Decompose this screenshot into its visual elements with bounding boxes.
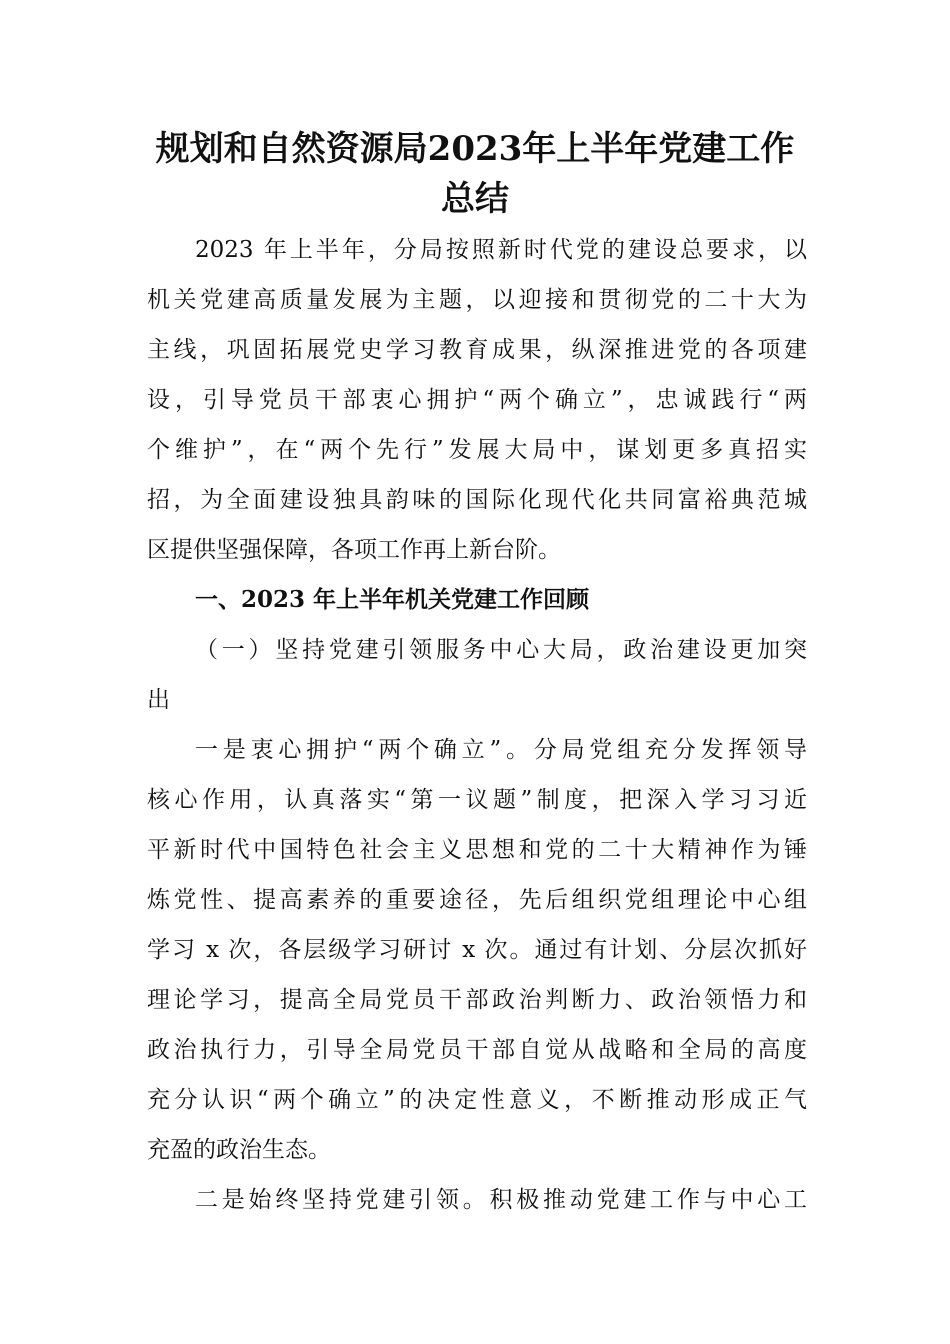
document-title-line-1: 规划和自然资源局2023年上半年党建工作 [155, 129, 795, 169]
subsection-1-heading-line: （一）坚持党建引领服务中心大局，政治建设更加突 [195, 637, 807, 663]
paragraph-1-line: 2023 年上半年，分局按照新时代党的建设总要求，以 [195, 237, 807, 263]
paragraph-2-line: 充盈的政治生态。 [147, 1137, 331, 1163]
paragraph-2-line: 学习 x 次，各层级学习研讨 x 次。通过有计划、分层次抓好 [147, 937, 807, 963]
subsection-1-heading-line: 出 [147, 687, 170, 713]
paragraph-2-line: 炼党性、提高素养的重要途径，先后组织党组理论中心组 [147, 887, 807, 913]
paragraph-2-line: 核心作用，认真落实“第一议题”制度，把深入学习习近 [147, 787, 807, 813]
paragraph-3-line: 二是始终坚持党建引领。积极推动党建工作与中心工 [195, 1187, 807, 1213]
paragraph-1-line: 设，引导党员干部衷心拥护“两个确立”，忠诚践行“两 [147, 387, 807, 413]
paragraph-1-line: 区提供坚强保障，各项工作再上新台阶。 [147, 537, 561, 563]
paragraph-1-line: 招，为全面建设独具韵味的国际化现代化共同富裕典范城 [147, 487, 807, 513]
paragraph-2-line: 平新时代中国特色社会主义思想和党的二十大精神作为锤 [147, 837, 807, 863]
document-title-line-2: 总结 [441, 179, 509, 219]
paragraph-1-line: 主线，巩固拓展党史学习教育成果，纵深推进党的各项建 [147, 337, 807, 363]
paragraph-2-line: 充分认识“两个确立”的决定性意义，不断推动形成正气 [147, 1087, 807, 1113]
paragraph-1-line: 机关党建高质量发展为主题，以迎接和贯彻党的二十大为 [147, 287, 807, 313]
paragraph-1-line: 个维护”，在“两个先行”发展大局中，谋划更多真招实 [147, 437, 807, 463]
paragraph-2-line: 一是衷心拥护“两个确立”。分局党组充分发挥领导 [195, 737, 807, 763]
paragraph-2-line: 理论学习，提高全局党员干部政治判断力、政治领悟力和 [147, 987, 807, 1013]
paragraph-2-line: 政治执行力，引导全局党员干部自觉从战略和全局的高度 [147, 1037, 807, 1063]
section-1-heading: 一、2023 年上半年机关党建工作回顾 [195, 586, 590, 613]
